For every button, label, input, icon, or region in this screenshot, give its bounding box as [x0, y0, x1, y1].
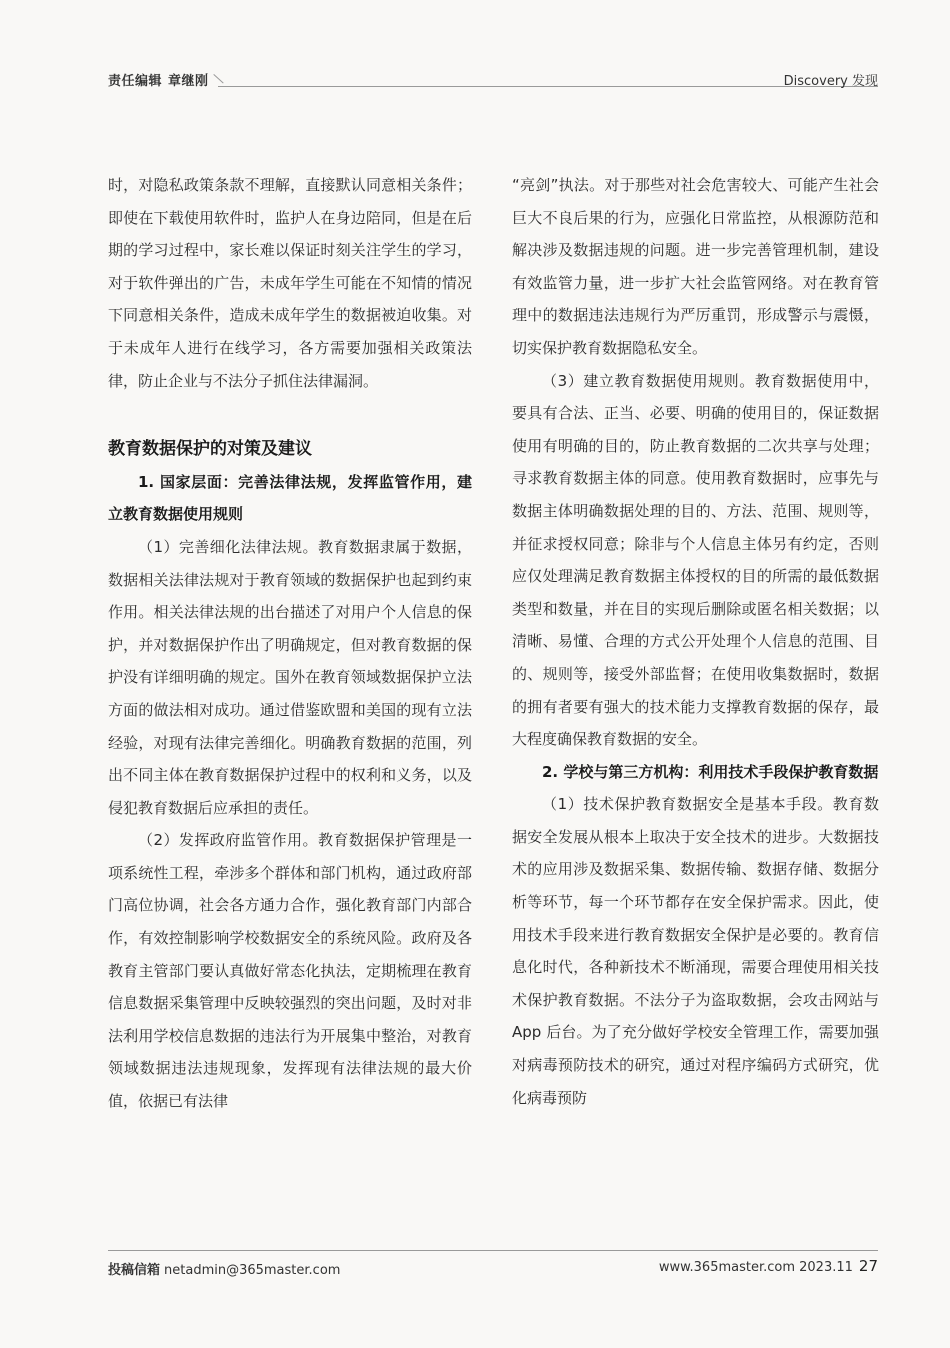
header-rule	[218, 86, 878, 87]
section-heading: 教育数据保护的对策及建议	[108, 439, 312, 460]
footer-submission	[108, 1259, 340, 1278]
editor-label: 责任编辑	[108, 74, 163, 89]
footer-rule	[108, 1250, 878, 1251]
section-title: Discovery 发现	[783, 74, 878, 89]
submission-label: 投稿信箱	[108, 1263, 161, 1278]
left-para-3: （2）发挥政府监管作用。教育数据保护管理是一项系统性工程，牵涉多个群体和部门机构，通过政府部门高位协调，社会各方通力合作，强化教育部门内部合作，有效控制影响学校数据安全的系统风险。政府及各教育主管部门要认真做好常态化执法，定期梳理在教育信息数据采集管理中反映较强烈的突出问题，及时对非法利用学校信息数据的违法行为开展集中整治，对教育领域数据违法违规现象，发挥现有法律法规的最大价值，依据已有法律	[108, 831, 472, 1111]
right-para-3: （1）技术保护教育数据安全是基本手段。教育数据安全发展从根本上取决于安全技术的进步。大数据技术的应用涉及数据采集、数据传输、数据存储、数据分析等环节，每一个环节都存在安全保护需求。因此，使用技术手段来进行教育数据安全保护是必要的。教育信息化时代，各种新技术不断涌现，需要合理使用相关技术保护教育数据。不法分子为盗取数据，会攻击网站与App 后台。为了充分做好学校安全管理工作，需要加强对病毒预防技术的研究，通过对程序编码方式研究，优化病毒预防	[512, 795, 879, 1107]
subheading-schools-third-party: 2. 学校与第三方机构：利用技术手段保护教育数据	[542, 762, 879, 781]
header-slash-divider	[213, 74, 223, 83]
right-column	[512, 169, 879, 1114]
right-para-2: （3）建立教育数据使用规则。教育数据使用中，要具有合法、正当、必要、明确的使用目的，保证数据使用有明确的目的，防止教育数据的二次共享与处理；寻求教育数据主体的同意。使用教育数据时，应事先与数据主体明确数据处理的目的、方法、范围、规则等，并征求授权同意；除非与个人信息主体另有约定，否则应仅处理满足教育数据主体授权的目的所需的最低数据类型和数量，并在目的实现后删除或匿名相关数据；以清晰、易懂、合理的方式公开处理个人信息的范围、目的、规则等，接受外部监督；在使用收集数据时，数据的拥有者要有强大的技术能力支撑教育数据的保存，最大程度确保教育数据的安全。	[512, 371, 879, 749]
page-number: 27	[858, 1257, 878, 1275]
left-para-1: 时，对隐私政策条款不理解，直接默认同意相关条件；即使在下载使用软件时，监护人在身边陪同，但是在后期的学习过程中，家长难以保证时刻关注学生的学习，对于软件弹出的广告，未成年学生可能在不知情的情况下同意相关条件，造成未成年学生的数据被迫收集。对于未成年人进行在线学习，各方需要加强相关政策法律，防止企业与不法分子抓住法律漏洞。	[108, 176, 472, 390]
left-para-2: （1）完善细化法律法规。教育数据隶属于数据，数据相关法律法规对于教育领域的数据保护也起到约束作用。相关法律法规的出台描述了对用户个人信息的保护，并对数据保护作出了明确规定，但对教育数据的保护没有详细明确的规定。国外在教育领域数据保护立法方面的做法相对成功。通过借鉴欧盟和美国的现有立法经验，对现有法律完善细化。明确教育数据的范围，列出不同主体在教育数据保护过程中的权利和义务，以及侵犯教育数据后应承担的责任。	[108, 537, 472, 817]
footer-issue	[659, 1257, 878, 1275]
website-issue: www.365master.com 2023.11	[658, 1260, 853, 1275]
running-header-editor	[108, 70, 209, 89]
subheading-national-level: 1. 国家层面：完善法律法规，发挥监管作用，建立教育数据使用规则	[108, 472, 472, 524]
left-column	[108, 169, 472, 1118]
editor-name: 章继刚	[168, 74, 209, 89]
right-para-1: “亮剑”执法。对于那些对社会危害较大、可能产生社会巨大不良后果的行为，应强化日常监控，从根源防范和解决涉及数据违规的问题。进一步完善管理机制，建设有效监管力量，进一步扩大社会监管网络。对在教育管理中的数据违法违规行为严厉重罚，形成警示与震慑，切实保护教育数据隐私安全。	[512, 176, 879, 357]
submission-email: netadmin@365master.com	[164, 1263, 341, 1278]
